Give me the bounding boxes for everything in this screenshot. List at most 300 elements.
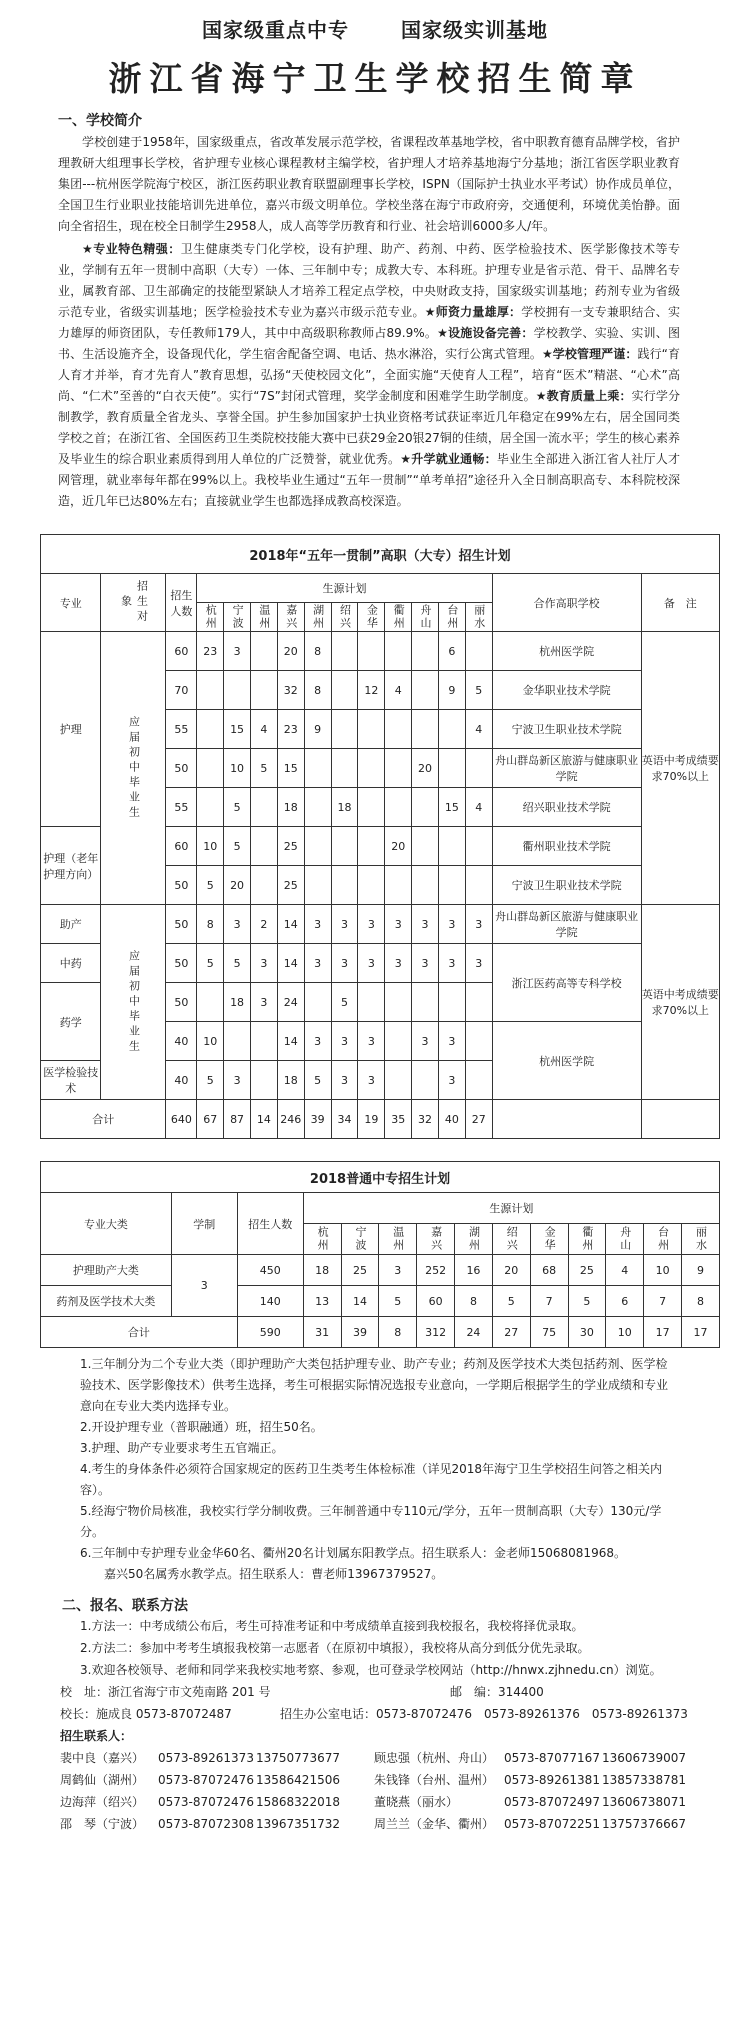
quota-cell: 3 <box>331 905 358 944</box>
quota-cell <box>224 671 251 710</box>
quota-cell: 30 <box>568 1317 606 1348</box>
major-cell: 药剂及医学技术大类 <box>41 1286 172 1317</box>
quota-cell <box>465 749 492 788</box>
quota-cell <box>331 710 358 749</box>
target-cell <box>101 632 166 905</box>
quota-cell: 40 <box>438 1100 465 1139</box>
quota-cell: 9 <box>682 1255 720 1286</box>
partner-cell: 浙江医药高等专科学校 <box>492 944 641 1022</box>
quota-cell <box>465 866 492 905</box>
quota-cell <box>412 866 439 905</box>
city-header <box>385 603 412 632</box>
quota-cell: 18 <box>277 1061 304 1100</box>
sum-row <box>41 1100 720 1139</box>
quota-cell <box>358 866 385 905</box>
phone-row <box>60 1703 750 1725</box>
quota-cell: 5 <box>197 1061 224 1100</box>
quota-cell: 25 <box>277 827 304 866</box>
contact-row <box>60 1813 750 1835</box>
city-header <box>412 603 439 632</box>
quota-cell: 5 <box>224 944 251 983</box>
contact-tel: 0573-89261381 <box>504 1773 600 1787</box>
quota-cell: 3 <box>438 944 465 983</box>
major-cell: 护理 <box>41 632 101 827</box>
highlight-text: 学校教学、实验、实训、图书、生活设施齐全，设备现代化，学生宿舍配备空调、电话、热水淋浴，实行公寓式管理。 <box>58 326 680 361</box>
quota-cell: 5 <box>379 1286 417 1317</box>
quota-cell: 3 <box>412 905 439 944</box>
quota-cell <box>465 1061 492 1100</box>
highlight-label: ★教育质量上乘： <box>535 389 632 403</box>
sum-row <box>41 1317 720 1348</box>
col-header-source: 生源计划 <box>303 1193 719 1224</box>
quota-cell: 10 <box>224 749 251 788</box>
partner-cell: 宁波卫生职业技术学院 <box>492 866 641 905</box>
remark-cell: 英语中考成绩要求70%以上 <box>641 905 719 1100</box>
quota-cell <box>358 983 385 1022</box>
city-header <box>530 1224 568 1255</box>
contact-tel: 0573-87072497 <box>504 1795 600 1809</box>
quota-cell: 3 <box>304 905 331 944</box>
quota-cell: 5 <box>197 944 224 983</box>
quota-cell <box>412 632 439 671</box>
principal: 校长：施成良 0573-87072487 <box>60 1707 232 1721</box>
quota-cell: 3 <box>358 1061 385 1100</box>
quota-cell: 17 <box>644 1317 682 1348</box>
quota-cell <box>304 827 331 866</box>
quota-cell <box>331 827 358 866</box>
address-row <box>60 1681 750 1703</box>
quota-cell <box>412 1061 439 1100</box>
total-cell: 50 <box>166 944 197 983</box>
quota-cell: 4 <box>465 788 492 827</box>
total-cell: 70 <box>166 671 197 710</box>
page-title: 浙江省海宁卫生学校招生简章 <box>108 59 642 98</box>
quota-cell: 14 <box>277 905 304 944</box>
major-cell: 中药 <box>41 944 101 983</box>
apply-item: 1.方法一：中考成绩公布后，考生可持准考证和中考成绩单直接到我校报名，我校将择优录取。 <box>80 1619 584 1633</box>
remark-cell <box>641 1100 719 1139</box>
quota-cell <box>385 788 412 827</box>
quota-cell <box>358 710 385 749</box>
quota-cell: 3 <box>331 1022 358 1061</box>
quota-cell: 3 <box>358 944 385 983</box>
major-cell: 护理（老年护理方向） <box>41 827 101 905</box>
table-row <box>41 905 720 944</box>
quota-cell <box>465 632 492 671</box>
quota-cell: 8 <box>682 1286 720 1317</box>
city-name: 嘉兴 <box>429 1226 443 1252</box>
total-cell: 60 <box>166 827 197 866</box>
city-header <box>224 603 251 632</box>
highlight-label: ★学校管理严谨： <box>541 347 638 361</box>
quota-cell <box>438 983 465 1022</box>
total-cell: 50 <box>166 905 197 944</box>
city-name: 杭州 <box>204 604 218 630</box>
quota-cell <box>465 1022 492 1061</box>
quota-cell: 24 <box>277 983 304 1022</box>
quota-cell <box>385 1022 412 1061</box>
office-phones: 招生办公室电话：0573-87072476 0573-89261376 0573-89261373 <box>280 1707 688 1721</box>
quota-cell: 3 <box>331 944 358 983</box>
highlight-text: 毕业生全部进入浙江省人社厅人才网管理，就业率每年都在99%以上。我校毕业生通过“五年一贯制”“单考单招”途径升入全日制高职高专、本科院校深造，近几年已达80%左右；直接就业学生也都选择成教高校深造。 <box>58 452 680 508</box>
quota-cell: 5 <box>197 866 224 905</box>
total-cell: 55 <box>166 710 197 749</box>
table-caption: 2018年“五年一贯制”高职（大专）招生计划 <box>41 535 720 574</box>
partner-cell: 宁波卫生职业技术学院 <box>492 710 641 749</box>
total-cell: 55 <box>166 788 197 827</box>
city-name: 绍兴 <box>505 1226 519 1252</box>
city-header <box>304 603 331 632</box>
note-item: 1.三年制分为二个专业大类（即护理助产大类包括护理专业、助产专业；药剂及医学技术大类包括药剂、医学检验技术、医学影像技术）供考生选择，考生可根据实际情况选报专业意向，一学期后根据学生的学业成绩和专业意向在专业大类内选择专业。 <box>80 1357 669 1413</box>
apply-heading: 二、报名、联系方法 <box>62 1598 188 1614</box>
quota-cell: 23 <box>197 632 224 671</box>
quota-cell: 7 <box>530 1286 568 1317</box>
partner-cell: 绍兴职业技术学院 <box>492 788 641 827</box>
note-item: 嘉兴50名属秀水教学点。招生联系人：曹老师13967379527。 <box>104 1567 444 1581</box>
sum-label: 合计 <box>41 1317 238 1348</box>
quota-cell: 20 <box>224 866 251 905</box>
secondary-plan-table <box>40 1161 720 1348</box>
col-header-source: 生源计划 <box>197 574 492 603</box>
city-header <box>358 603 385 632</box>
total-cell: 60 <box>166 632 197 671</box>
quota-cell <box>438 827 465 866</box>
quota-cell: 8 <box>379 1317 417 1348</box>
total-cell: 590 <box>237 1317 303 1348</box>
quota-cell: 312 <box>417 1317 455 1348</box>
quota-cell: 27 <box>492 1317 530 1348</box>
contact-name: 顾忠强（杭州、舟山） <box>374 1751 495 1765</box>
city-name: 嘉兴 <box>284 604 298 630</box>
table-row <box>41 632 720 671</box>
quota-cell: 5 <box>568 1286 606 1317</box>
quota-cell <box>331 866 358 905</box>
contact-mobile: 13586421506 <box>256 1773 340 1787</box>
partner-cell: 杭州医学院 <box>492 1022 641 1100</box>
city-header <box>197 603 224 632</box>
quota-cell <box>358 749 385 788</box>
major-cell: 药学 <box>41 983 101 1061</box>
city-name: 湖州 <box>311 604 325 630</box>
city-header <box>379 1224 417 1255</box>
quota-cell <box>304 788 331 827</box>
city-header <box>331 603 358 632</box>
quota-cell: 4 <box>385 671 412 710</box>
note-item: 3.护理、助产专业要求考生五官端正。 <box>80 1441 284 1455</box>
city-name: 绍兴 <box>338 604 352 630</box>
quota-cell: 20 <box>492 1255 530 1286</box>
partner-cell: 衢州职业技术学院 <box>492 827 641 866</box>
quota-cell: 35 <box>385 1100 412 1139</box>
city-header <box>492 1224 530 1255</box>
contact-name: 边海萍（绍兴） <box>60 1795 145 1809</box>
quota-cell <box>412 710 439 749</box>
city-header <box>644 1224 682 1255</box>
quota-cell: 31 <box>303 1317 341 1348</box>
apply-item: 3.欢迎各校领导、老师和同学来我校实地考察、参观，也可登录学校网站（http://hnwx.zjhnedu.cn）浏览。 <box>80 1663 662 1677</box>
quota-cell: 5 <box>465 671 492 710</box>
highlight-text: 践行“育人育才并举，育才先育人”教育思想，弘扬“天使校园文化”，全面实施“天使育人工程”，培育“医术”精湛、“心术”高尚、“仁术”至善的“白衣天使”。实行“7S”封闭式管理，奖学金制度和困难学生助学制度。 <box>58 347 680 403</box>
quota-cell <box>465 827 492 866</box>
contact-name: 董晓燕（丽水） <box>374 1795 459 1809</box>
total-cell: 40 <box>166 1061 197 1100</box>
tag-training-base: 国家级实训基地 <box>400 18 548 42</box>
quota-cell: 24 <box>455 1317 493 1348</box>
quota-cell <box>358 632 385 671</box>
total-cell: 40 <box>166 1022 197 1061</box>
col-header-total: 招生人数 <box>166 574 197 632</box>
quota-cell: 9 <box>438 671 465 710</box>
quota-cell: 3 <box>465 944 492 983</box>
city-name: 温州 <box>391 1226 405 1252</box>
col-header-major-class: 专业大类 <box>41 1193 172 1255</box>
quota-cell: 25 <box>568 1255 606 1286</box>
quota-cell <box>412 671 439 710</box>
address: 校 址：浙江省海宁市文苑南路 201 号 <box>60 1685 271 1699</box>
quota-cell <box>438 866 465 905</box>
highlight-text: 学校拥有一支专兼职结合、实力雄厚的师资团队，专任教师179人，其中中高级职称教师占89.9%。 <box>58 305 680 340</box>
quota-cell: 13 <box>303 1286 341 1317</box>
quota-cell: 18 <box>331 788 358 827</box>
contact-name: 邵 琴（宁波） <box>60 1817 145 1831</box>
quota-cell: 7 <box>644 1286 682 1317</box>
remark-cell: 英语中考成绩要求70%以上 <box>641 632 719 905</box>
quota-cell <box>331 632 358 671</box>
quota-cell: 6 <box>606 1286 644 1317</box>
quota-cell: 3 <box>331 1061 358 1100</box>
target-text: 应届初中毕业生 <box>127 715 141 821</box>
quota-cell: 15 <box>224 710 251 749</box>
quota-cell <box>385 866 412 905</box>
note-item: 5.经海宁物价局核准，我校实行学分制收费。三年制普通中专110元/学分，五年一贯制高职（大专）130元/学分。 <box>80 1504 662 1539</box>
total-cell: 50 <box>166 983 197 1022</box>
col-header-total: 招生人数 <box>237 1193 303 1255</box>
city-header <box>417 1224 455 1255</box>
quota-cell: 67 <box>197 1100 224 1139</box>
contact-name: 朱钱锋（台州、温州） <box>374 1773 495 1787</box>
quota-cell: 5 <box>331 983 358 1022</box>
quota-cell: 20 <box>277 632 304 671</box>
city-name: 温州 <box>257 604 271 630</box>
quota-cell: 246 <box>277 1100 304 1139</box>
quota-cell: 18 <box>224 983 251 1022</box>
quota-cell: 252 <box>417 1255 455 1286</box>
quota-cell: 32 <box>412 1100 439 1139</box>
quota-cell <box>197 710 224 749</box>
total-cell: 50 <box>166 749 197 788</box>
table-row <box>41 1286 720 1317</box>
major-cell: 护理助产大类 <box>41 1255 172 1286</box>
quota-cell <box>304 983 331 1022</box>
quota-cell: 25 <box>341 1255 379 1286</box>
quota-cell: 3 <box>412 1022 439 1061</box>
city-header <box>606 1224 644 1255</box>
quota-cell <box>438 710 465 749</box>
quota-cell <box>412 788 439 827</box>
col-header-remark: 备 注 <box>641 574 719 632</box>
contact-tel: 0573-87072308 <box>158 1817 254 1831</box>
quota-cell: 3 <box>358 905 385 944</box>
col-header-partner: 合作高职学校 <box>492 574 641 632</box>
city-name: 杭州 <box>316 1226 330 1252</box>
quota-cell: 10 <box>644 1255 682 1286</box>
contact-tel: 0573-87077167 <box>504 1751 600 1765</box>
quota-cell: 8 <box>304 632 331 671</box>
quota-cell <box>331 671 358 710</box>
city-header <box>341 1224 379 1255</box>
quota-cell: 5 <box>224 827 251 866</box>
quota-cell: 14 <box>277 1022 304 1061</box>
contact-mobile: 13967351732 <box>256 1817 340 1831</box>
quota-cell: 25 <box>277 866 304 905</box>
quota-cell: 60 <box>417 1286 455 1317</box>
quota-cell: 8 <box>304 671 331 710</box>
highlight-label: ★升学就业通畅： <box>400 452 497 466</box>
col-header-major: 专业 <box>41 574 101 632</box>
city-name: 湖州 <box>467 1226 481 1252</box>
quota-cell: 9 <box>304 710 331 749</box>
quota-cell: 3 <box>250 944 277 983</box>
quota-cell <box>197 788 224 827</box>
quota-cell: 3 <box>412 944 439 983</box>
quota-cell <box>412 983 439 1022</box>
quota-cell: 68 <box>530 1255 568 1286</box>
quota-cell: 15 <box>438 788 465 827</box>
quota-cell: 17 <box>682 1317 720 1348</box>
quota-cell: 87 <box>224 1100 251 1139</box>
quota-cell <box>385 749 412 788</box>
city-name: 舟山 <box>618 1226 632 1252</box>
contact-mobile: 13757376667 <box>602 1817 686 1831</box>
quota-cell: 5 <box>492 1286 530 1317</box>
five-year-plan-table-wrap <box>40 534 720 1139</box>
contact-tel: 0573-87072476 <box>158 1795 254 1809</box>
col-header-target: 招生对象 <box>101 574 166 632</box>
contact-tel: 0573-87072476 <box>158 1773 254 1787</box>
quota-cell: 75 <box>530 1317 568 1348</box>
highlight-label: ★设施设备完善： <box>437 326 534 340</box>
quota-cell <box>250 671 277 710</box>
city-header <box>303 1224 341 1255</box>
quota-cell: 3 <box>465 905 492 944</box>
city-header <box>465 603 492 632</box>
quota-cell: 3 <box>358 1022 385 1061</box>
quota-cell <box>250 1061 277 1100</box>
contact-tel: 0573-89261373 <box>158 1751 254 1765</box>
apply-methods <box>80 1615 690 1681</box>
quota-cell: 3 <box>250 983 277 1022</box>
total-cell: 50 <box>166 866 197 905</box>
contact-row <box>60 1769 750 1791</box>
years-cell: 3 <box>171 1255 237 1317</box>
quota-cell <box>438 749 465 788</box>
city-name: 舟山 <box>419 604 433 630</box>
quota-cell <box>250 1022 277 1061</box>
quota-cell: 6 <box>438 632 465 671</box>
quota-cell: 19 <box>358 1100 385 1139</box>
city-header <box>682 1224 720 1255</box>
city-name: 台州 <box>656 1226 670 1252</box>
tag-key-school: 国家级重点中专 <box>202 18 350 42</box>
quota-cell: 10 <box>606 1317 644 1348</box>
quota-cell <box>358 827 385 866</box>
header-tags <box>0 14 750 43</box>
note-item: 4.考生的身体条件必须符合国家规定的医药卫生类考生体检标准（详见2018年海宁卫生学校招生问答之相关内容）。 <box>80 1462 662 1497</box>
city-name: 台州 <box>445 604 459 630</box>
contacts-list <box>0 1747 750 1835</box>
city-header <box>568 1224 606 1255</box>
quota-cell: 23 <box>277 710 304 749</box>
target-cell <box>101 905 166 1100</box>
contact-name: 裴中良（嘉兴） <box>60 1751 145 1765</box>
intro-paragraph-2 <box>58 239 680 512</box>
city-name: 宁波 <box>353 1226 367 1252</box>
major-cell: 医学检验技术 <box>41 1061 101 1100</box>
quota-cell: 3 <box>224 905 251 944</box>
city-name: 金华 <box>365 604 379 630</box>
quota-cell: 20 <box>385 827 412 866</box>
highlight-label: ★师资力量雄厚： <box>424 305 522 319</box>
city-name: 丽水 <box>694 1226 708 1252</box>
total-cell: 140 <box>237 1286 303 1317</box>
quota-cell <box>385 1061 412 1100</box>
quota-cell <box>412 827 439 866</box>
partner-cell: 杭州医学院 <box>492 632 641 671</box>
quota-cell: 3 <box>438 1022 465 1061</box>
contact-mobile: 13606739007 <box>602 1751 686 1765</box>
quota-cell <box>465 983 492 1022</box>
quota-cell: 3 <box>224 1061 251 1100</box>
quota-cell: 5 <box>224 788 251 827</box>
quota-cell: 3 <box>385 944 412 983</box>
quota-cell <box>197 983 224 1022</box>
table-caption: 2018普通中专招生计划 <box>41 1162 720 1193</box>
intro-paragraph-1: 学校创建于1958年，国家级重点，省改革发展示范学校，省课程改革基地学校，省中职教育德育品牌学校，省护理教研大组理事长学校，省护理专业核心课程教材主编学校，省护理人才培养基地海宁分基地；浙江省医学职业教育集团---杭州医学院海宁校区，浙江医药职业教育联盟副理事长学校，ISPN（国际护士执业水平考试）协作成员单位，全国卫生行业职业技能培训先进单位，嘉兴市级文明单位。学校坐落在海宁市政府旁，交通便利，环境优美怡静。面向全省招生，现在校全日制学生2958人，成人高等学历教育和行业、社会培训6000多人/年。 <box>58 135 680 233</box>
highlight-text: 卫生健康类专门化学校，设有护理、助产、药剂、中药、医学检验技术、医学影像技术等专业，学制有五年一贯制中高职（大专）一体、三年制中专；成教大专、本科班。护理专业是省示范、骨干、品牌名专业，属教育部、卫生部确定的技能型紧缺人才培养工程定点学校，中央财政支持，国家级实训基地；药剂专业为省级示范专业，省级实训基地；医学检验技术专业为嘉兴市级示范专业。 <box>58 242 680 319</box>
quota-cell <box>197 749 224 788</box>
quota-cell: 39 <box>304 1100 331 1139</box>
quota-cell: 5 <box>250 749 277 788</box>
quota-cell <box>385 710 412 749</box>
contact-mobile: 15868322018 <box>256 1795 340 1809</box>
quota-cell: 5 <box>304 1061 331 1100</box>
sum-label: 合计 <box>41 1100 166 1139</box>
city-name: 衢州 <box>580 1226 594 1252</box>
table-row <box>41 1255 720 1286</box>
quota-cell: 14 <box>277 944 304 983</box>
quota-cell: 20 <box>412 749 439 788</box>
contact-mobile: 13857338781 <box>602 1773 686 1787</box>
partner-cell: 舟山群岛新区旅游与健康职业学院 <box>492 749 641 788</box>
quota-cell: 4 <box>465 710 492 749</box>
intro-heading: 一、学校简介 <box>58 113 142 129</box>
quota-cell: 18 <box>303 1255 341 1286</box>
quota-cell: 4 <box>606 1255 644 1286</box>
quota-cell: 3 <box>385 905 412 944</box>
quota-cell: 3 <box>438 905 465 944</box>
quota-cell <box>224 1022 251 1061</box>
quota-cell: 14 <box>341 1286 379 1317</box>
contact-mobile: 13606738071 <box>602 1795 686 1809</box>
partner-cell: 金华职业技术学院 <box>492 671 641 710</box>
quota-cell: 2 <box>250 905 277 944</box>
quota-cell: 39 <box>341 1317 379 1348</box>
zip-code: 邮 编：314400 <box>450 1685 544 1699</box>
quota-cell: 32 <box>277 671 304 710</box>
city-name: 丽水 <box>472 604 486 630</box>
quota-cell <box>331 749 358 788</box>
quota-cell: 3 <box>379 1255 417 1286</box>
